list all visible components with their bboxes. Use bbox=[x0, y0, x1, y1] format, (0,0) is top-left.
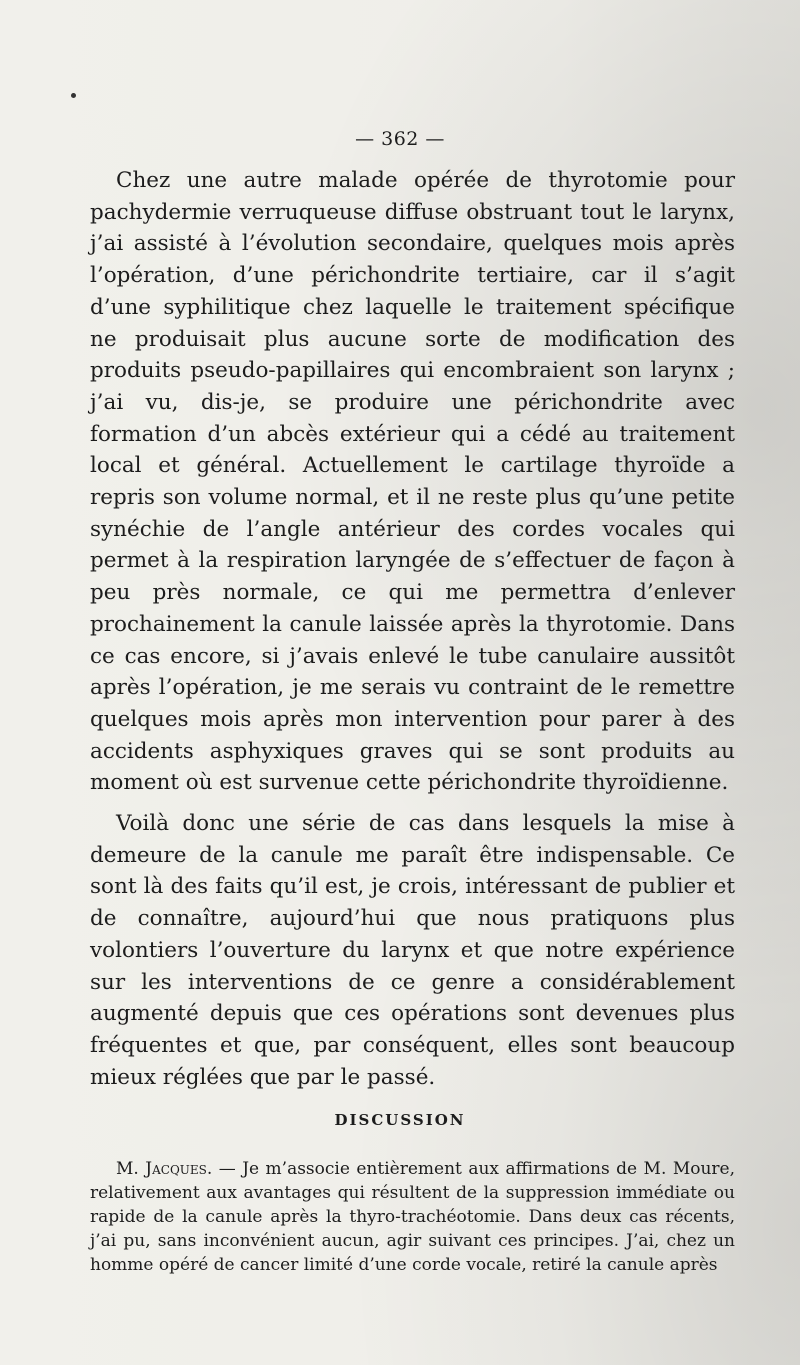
discussion-text: — Je m’associe entièrement aux affirmations de M. Moure, relativement aux avantages qui résultent de la suppression immédiate ou rapide de la canule après la thyro-trachéotomie. Dans deux cas récents, j’ai pu, sans inconvénient aucun, agir suivant ces principes. J’ai, chez un homme opéré de cancer limité d’une corde vocale, retiré la canule après bbox=[90, 1159, 736, 1275]
discussion-heading: DISCUSSION bbox=[334, 1111, 466, 1129]
discussion-paragraph bbox=[90, 1157, 735, 1277]
ink-speck bbox=[71, 93, 76, 98]
page-number: — 362 — bbox=[355, 128, 445, 150]
body-paragraph: Voilà donc une série de cas dans lesquels la mise à demeure de la canule me paraît être indispensable. Ce sont là des faits qu’il est, je crois, intéressant de publier et de connaître, aujourd’hui que nous pratiquons plus volontiers l’ouverture du larynx et que notre expérience sur les interventions de ce genre a considérablement augmenté depuis que ces opérations sont devenues plus fréquentes et que, par conséquent, elles sont beaucoup mieux réglées que par le passé. bbox=[90, 811, 735, 1090]
speaker-name: M. Jacques. bbox=[116, 1159, 213, 1179]
body-paragraph: Chez une autre malade opérée de thyrotomie pour pachydermie verruqueuse diffuse obstruant tout le larynx, j’ai assisté à l’évolution secondaire, quelques mois après l’opération, d’une périchondrite tertiaire, car il s’agit d’une syphilitique chez laquelle le traitement spécifique ne produisait plus aucune sorte de modification des produits pseudo-papillaires qui encombraient son larynx ; j’ai vu, dis-je, se produire une périchondrite avec formation d’un abcès extérieur qui a cédé au traitement local et général. Actuellement le cartilage thyroïde a repris son volume normal, et il ne reste plus qu’une petite synéchie de l’angle antérieur des cordes vocales qui permet à la respiration laryngée de s’effectuer de façon à peu près normale, ce qui me permettra d’enlever prochainement la canule laissée après la thyrotomie. Dans ce cas encore, si j’avais enlevé le tube canulaire aussitôt après l’opération, je me serais vu contraint de le remettre quelques mois après mon intervention pour parer à des accidents asphyxiques graves qui se sont produits au moment où est survenue cette périchondrite thyroïdienne. bbox=[90, 168, 735, 796]
